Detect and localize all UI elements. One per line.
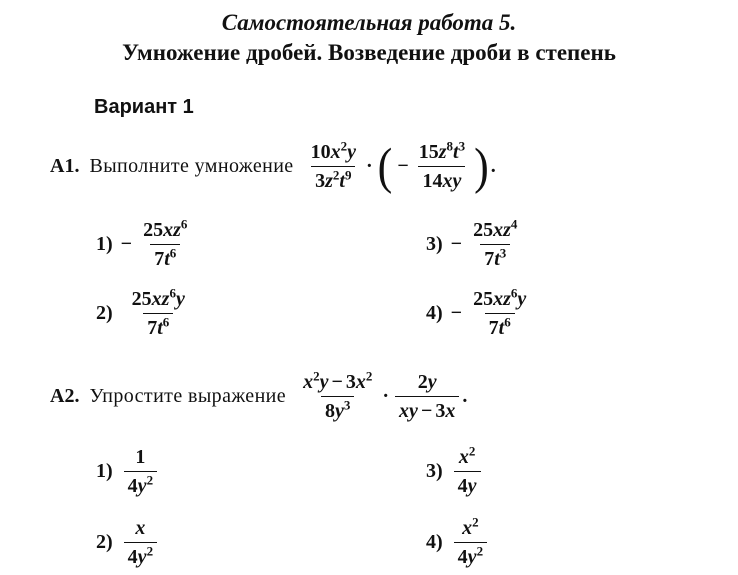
denominator: $7t^6$ — [143, 313, 173, 340]
fraction — [395, 370, 459, 423]
denominator: xy − 3x — [395, 396, 459, 423]
option-fraction — [454, 445, 481, 498]
minus-sign: − — [397, 155, 409, 177]
answer-option-4[interactable] — [426, 516, 490, 569]
denominator: $7t^3$ — [480, 244, 510, 271]
option-fraction — [124, 516, 157, 569]
question-text: Упростите выражение — [89, 385, 287, 407]
numerator: $25xz^4$ — [473, 216, 518, 241]
option-label: 1) — [96, 460, 113, 482]
numerator: $x^2$ — [458, 443, 476, 468]
option-label: 1) — [96, 233, 113, 255]
question-expression — [304, 137, 496, 195]
multiply-dot: · — [365, 155, 373, 177]
worksheet-title: Самостоятельная работа 5. — [221, 10, 517, 35]
multiply-dot: · — [382, 385, 390, 407]
option-fraction — [469, 287, 530, 340]
denominator: $8y^3$ — [321, 396, 354, 423]
option-label: 2) — [96, 302, 113, 324]
denominator: $3z^2t^9$ — [311, 166, 355, 193]
denominator: $7t^6$ — [485, 313, 515, 340]
answer-option-2[interactable] — [96, 516, 160, 569]
denominator: $7t^6$ — [150, 244, 180, 271]
left-paren: ( — [377, 137, 393, 195]
option-fraction — [124, 445, 157, 498]
period: . — [490, 155, 496, 177]
option-fraction — [469, 218, 521, 271]
question-text: Выполните умножение — [89, 155, 294, 177]
worksheet-subtitle: Умножение дробей. Возведение дроби в степень — [122, 40, 616, 65]
numerator: $25xz^6y$ — [473, 285, 527, 310]
fraction — [299, 370, 376, 423]
numerator: 1 — [135, 446, 146, 468]
numerator: $25xz^6$ — [143, 216, 188, 241]
period: . — [462, 385, 468, 407]
denominator: $4y^2$ — [454, 542, 487, 569]
numerator: $10x^2y$ — [310, 138, 356, 163]
question-a1 — [50, 137, 496, 195]
question-number: А1. — [50, 155, 80, 177]
option-sign: − — [120, 233, 133, 255]
question-number: А2. — [50, 385, 80, 407]
answer-option-3[interactable] — [426, 445, 484, 498]
variant-heading: Вариант 1 — [94, 96, 194, 118]
denominator: 4y — [454, 471, 481, 498]
answer-option-1[interactable] — [96, 445, 160, 498]
right-paren: ) — [474, 137, 489, 195]
answer-option-4[interactable] — [426, 287, 533, 340]
answer-option-1[interactable] — [96, 218, 194, 271]
option-sign: − — [450, 302, 463, 324]
denominator: 14xy — [418, 166, 465, 193]
option-label: 4) — [426, 302, 443, 324]
numerator: $x^2y - 3x^2$ — [303, 368, 373, 393]
numerator: x — [135, 517, 146, 539]
option-label: 3) — [426, 233, 443, 255]
denominator: $4y^2$ — [124, 542, 157, 569]
question-a2 — [50, 370, 467, 423]
option-fraction — [128, 287, 189, 340]
option-fraction — [139, 218, 191, 271]
option-sign: − — [450, 233, 463, 255]
option-label: 4) — [426, 531, 443, 553]
option-label: 2) — [96, 531, 113, 553]
numerator: $15z^8t^3$ — [418, 138, 466, 163]
answer-option-3[interactable] — [426, 218, 524, 271]
fraction — [415, 140, 469, 193]
option-fraction — [454, 516, 487, 569]
question-expression — [296, 370, 467, 423]
numerator: $x^2$ — [462, 514, 479, 539]
numerator: $25xz^6y$ — [131, 285, 185, 310]
fraction — [307, 140, 360, 193]
denominator: $4y^2$ — [124, 471, 157, 498]
answer-option-2[interactable] — [96, 287, 192, 340]
option-label: 3) — [426, 460, 443, 482]
numerator: 2y — [417, 371, 437, 393]
